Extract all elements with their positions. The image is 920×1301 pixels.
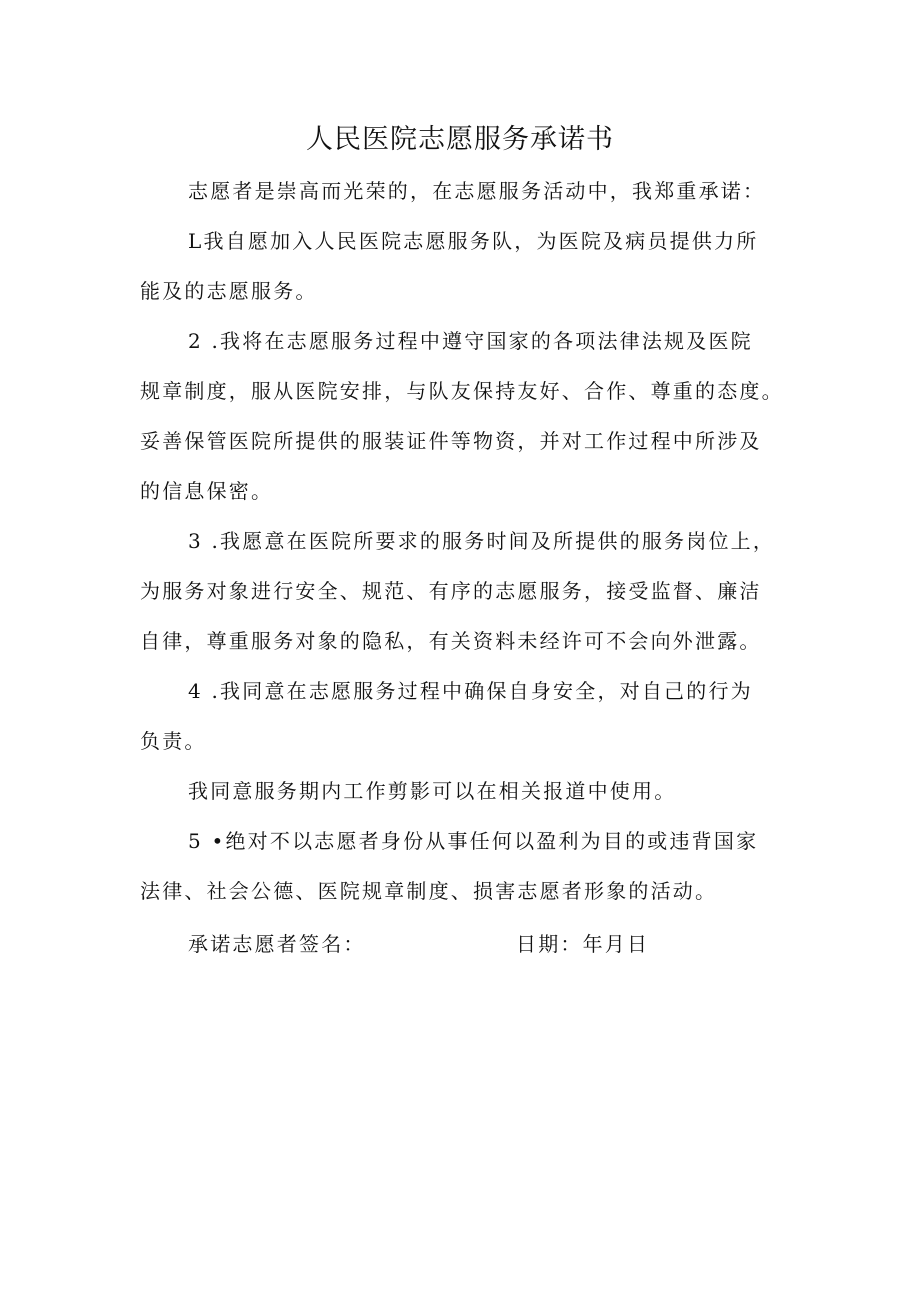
date-label: 日期：年月日 [516, 932, 650, 956]
intro-line: 志愿者是崇高而光荣的，在志愿服务活动中，我郑重承诺： [188, 179, 766, 203]
item3-line1: 3 .我愿意在医院所要求的服务时间及所提供的服务岗位上， [188, 529, 776, 553]
item2-line3: 妥善保管医院所提供的服装证件等物资，并对工作过程中所涉及 [140, 429, 762, 453]
commitment-item-2 [140, 316, 800, 516]
item1-line1: L我自愿加入人民医院志愿服务队，为医院及病员提供力所 [188, 229, 759, 253]
intro-paragraph [140, 166, 800, 216]
item3-line3: 自律，尊重服务对象的隐私，有关资料未经许可不会向外泄露。 [140, 629, 762, 653]
signature-label: 承诺志愿者签名： [188, 932, 366, 956]
item3-line2: 为服务对象进行安全、规范、有序的志愿服务，接受监督、廉洁 [140, 579, 762, 603]
commitment-item-5 [140, 816, 800, 916]
media-consent-line: 我同意服务期内工作剪影可以在相关报道中使用。 [188, 779, 677, 803]
commitment-item-1 [140, 216, 800, 316]
item2-line2: 规章制度，服从医院安排，与队友保持友好、合作、尊重的态度。 [140, 379, 784, 403]
item4-line1: 4 .我同意在志愿服务过程中确保自身安全，对自己的行为 [188, 679, 753, 703]
item4-line2: 负责。 [140, 729, 207, 753]
media-consent-paragraph [140, 766, 800, 816]
item2-line1: 2 .我将在志愿服务过程中遵守国家的各项法律法规及医院 [188, 329, 753, 353]
item5-line1: 5 •绝对不以志愿者身份从事任何以盈利为目的或违背国家 [188, 829, 759, 853]
commitment-item-3 [140, 516, 800, 666]
item2-line4: 的信息保密。 [140, 479, 274, 503]
document-title: 人民医院志愿服务承诺书 [306, 124, 614, 155]
item5-line2: 法律、社会公德、医院规章制度、损害志愿者形象的活动。 [140, 879, 718, 903]
commitment-item-4 [140, 666, 800, 766]
item1-line2: 能及的志愿服务。 [140, 279, 318, 303]
